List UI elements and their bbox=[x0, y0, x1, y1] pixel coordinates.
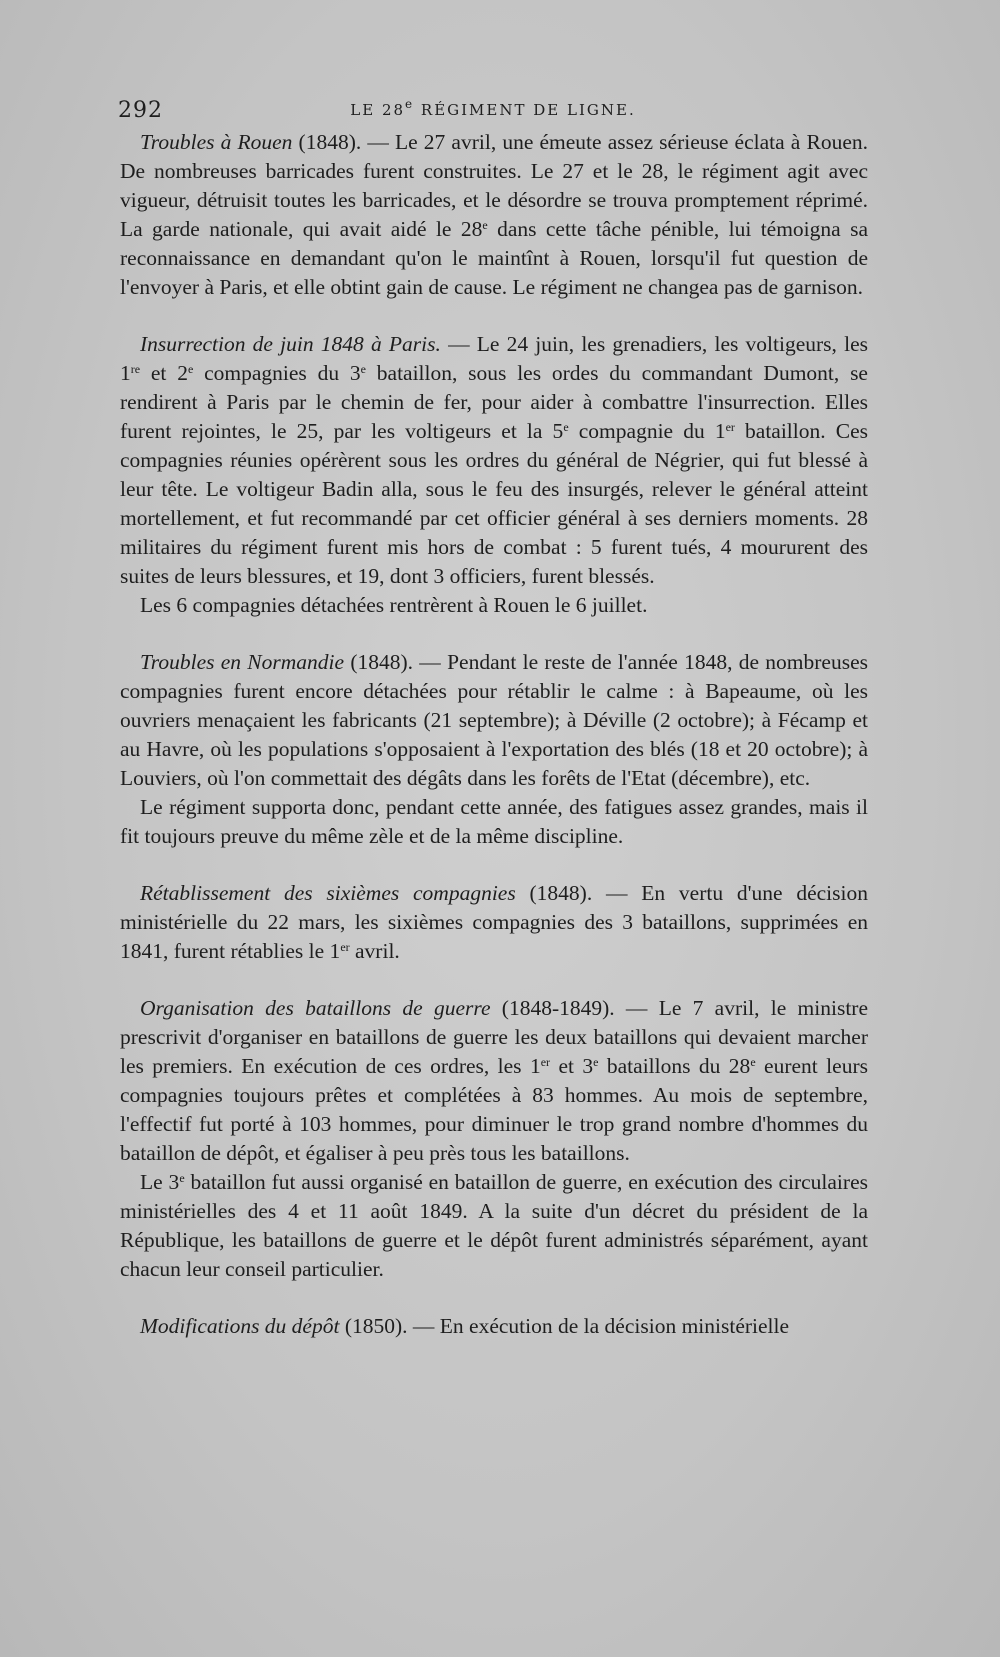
ordinal-suffix: er bbox=[540, 1055, 551, 1069]
ordinal-suffix: er bbox=[725, 420, 735, 434]
section-sixiemes-compagnies bbox=[120, 879, 868, 966]
ordinal-suffix: e bbox=[405, 97, 415, 111]
page-number: 292 bbox=[118, 98, 163, 123]
paragraph bbox=[120, 591, 868, 620]
paragraph bbox=[120, 879, 868, 966]
section-troubles-rouen bbox=[120, 128, 868, 302]
paragraph bbox=[120, 1312, 868, 1341]
paragraph-text: (1848). — Pendant le reste de l'année 1848, de nombreuses compagnies furent encore détachées pour rétablir le calme : à Bapeaume, où les ouvriers menaçaient les fabricants (21 septembre); à Déville (2 octobre); à Fécamp et au Havre, où les populations s'opposaient à l'exportation des blés (18 et 20 octobre); à Louviers, où l'on commettait des dégâts dans les forêts de l'Etat (décembre), etc. bbox=[120, 650, 868, 790]
section-troubles-normandie bbox=[120, 648, 868, 851]
section-title: Insurrection de juin 1848 à Paris. bbox=[140, 332, 441, 356]
paragraph-text: (1850). — En exécution de la décision ministérielle bbox=[339, 1314, 790, 1338]
page-header bbox=[118, 98, 868, 128]
page-body bbox=[120, 128, 868, 1341]
ordinal-suffix: e bbox=[750, 1055, 756, 1069]
ordinal-suffix: re bbox=[130, 362, 141, 376]
section-modifications-depot bbox=[120, 1312, 868, 1341]
ordinal-suffix: e bbox=[187, 362, 194, 376]
section-title: Troubles à Rouen bbox=[140, 130, 293, 154]
section-title: Modifications du dépôt bbox=[140, 1314, 340, 1338]
section-title: Troubles en Normandie bbox=[140, 650, 345, 674]
section-insurrection-juin bbox=[120, 330, 868, 620]
running-head: LE 28e RÉGIMENT DE LIGNE. bbox=[350, 97, 636, 119]
paragraph bbox=[120, 330, 868, 591]
paragraph-text: Le régiment supporta donc, pendant cette année, des fatigues assez grandes, mais il fit toujours preuve du même zèle et de la même discipline. bbox=[120, 795, 868, 848]
paragraph-text: (1848-1849). — Le 7 avril, le ministre prescrivit d'organiser en bataillons de guerre les deux bataillons qui devaient marcher les premiers. En exécution de ces ordres, les 1er et 3e bataillons du 28e eurent leurs compagnies toujours prêtes et complétées à 83 hommes. Au mois de septembre, l'effectif fut porté à 103 hommes, pour diminuer le trop grand nombre d'hommes du bataillon de dépôt, et égaliser à peu près tous les bataillons. bbox=[120, 996, 868, 1165]
ordinal-suffix: e bbox=[593, 1055, 599, 1069]
paragraph bbox=[120, 1168, 868, 1284]
ordinal-suffix: e bbox=[482, 218, 488, 232]
paragraph bbox=[120, 128, 868, 302]
paragraph bbox=[120, 793, 868, 851]
paragraph-text: (1848). — Le 27 avril, une émeute assez sérieuse éclata à Rouen. De nombreuses barricades furent construites. Le 27 et le 28, le régiment agit avec vigueur, détruisit toutes les barricades, et le désordre se trouva promptement réprimé. La garde nationale, qui avait aidé le 28e dans cette tâche pénible, lui témoigna sa reconnaissance en demandant qu'on le maintînt à Rouen, lorsqu'il fut question de l'envoyer à Paris, et elle obtint gain de cause. Le régiment ne changea pas de garnison. bbox=[120, 130, 868, 299]
section-title: Organisation des bataillons de guerre bbox=[140, 996, 491, 1020]
ordinal-suffix: er bbox=[340, 940, 350, 954]
section-title: Rétablissement des sixièmes compagnies bbox=[140, 881, 516, 905]
paragraph-text: Le 3e bataillon fut aussi organisé en bataillon de guerre, en exécution des circulaires ministérielles des 4 et 11 août 1849. A la suite d'un décret du président de la République, les bataillons de guerre et le dépôt furent administrés séparément, ayant chacun leur conseil particulier. bbox=[120, 1170, 868, 1281]
ordinal-suffix: e bbox=[360, 362, 366, 376]
paragraph-text: — Le 24 juin, les grenadiers, les voltigeurs, les 1re et 2e compagnies du 3e bataillon, sous les ordes du commandant Dumont, se rendirent à Paris par le chemin de fer, pour aider à combattre l'insurrection. Elles furent rejointes, le 25, par les voltigeurs et la 5e compagnie du 1er bataillon. Ces compagnies réunies opérèrent sous les ordres du général de Négrier, qui fut blessé à leur tête. Le voltigeur Badin alla, sous le feu des insurgés, relever le général atteint mortellement, et fut recommandé par cet officier général à ses derniers moments. 28 militaires du régiment furent mis hors de combat : 5 furent tués, 4 moururent des suites de leurs blessures, et 19, dont 3 officiers, furent blessés. bbox=[120, 332, 868, 588]
ordinal-suffix: e bbox=[179, 1171, 185, 1185]
paragraph bbox=[120, 994, 868, 1168]
paragraph-text: (1848). — En vertu d'une décision ministérielle du 22 mars, les sixièmes compagnies des 3 bataillons, supprimées en 1841, furent rétablies le 1er avril. bbox=[120, 881, 868, 963]
paragraph-text: Les 6 compagnies détachées rentrèrent à Rouen le 6 juillet. bbox=[140, 593, 648, 617]
section-bataillons-guerre bbox=[120, 994, 868, 1284]
paragraph bbox=[120, 648, 868, 793]
ordinal-suffix: e bbox=[563, 420, 569, 434]
